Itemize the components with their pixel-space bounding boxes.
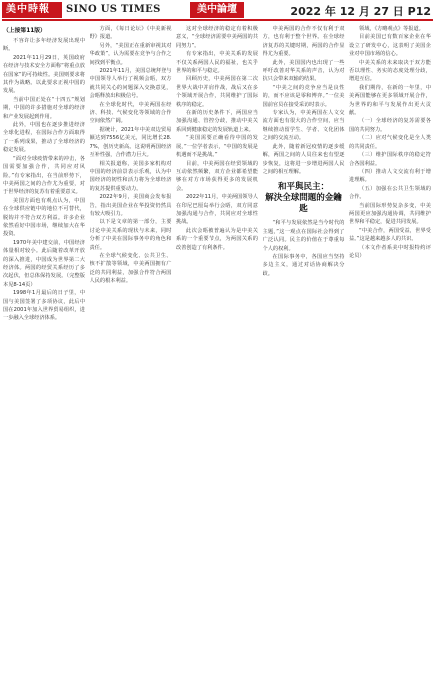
- paragraph: 另外，“美国正在重新审视其对华政策”，认为需要在竞争与合作之间找到平衡点。: [89, 42, 172, 66]
- column-5: [349, 25, 431, 697]
- paragraph: “中美合作，两国受益，世界受益。”这是越来越多人的共识。: [349, 227, 431, 243]
- column-3: [176, 25, 258, 697]
- paragraph: 1998年1月最后的日子里，中国与美国签署了多项协议，此后中国在2001年加入世界贸易组织，进一步融入全球经济体系。: [3, 290, 85, 322]
- paragraph: 中美关系的未来取决于双方能否以理性、务实的态度处理分歧，增进互信。: [349, 59, 431, 83]
- paragraph: 当前国际形势复杂多变，中美两国更应加强沟通协调，共同维护世界和平稳定，促进共同发展。: [349, 202, 431, 226]
- column-1: [3, 25, 85, 697]
- paragraph: 方面，《每日论坛》《中美新视野》报道。: [89, 26, 172, 41]
- paragraph: 回顾历史，中美两国在第二次世界大战中并肩作战，战后又在多个领域开展合作，共同维护了国际秩序的稳定。: [176, 76, 258, 108]
- inset-headline: [263, 182, 345, 215]
- paragraph: 这对全球经济的稳定有着积极意义，“全球经济需要中美两国的共同努力”。: [176, 26, 258, 49]
- paragraph: 此外，随着新冠疫情的逐步缓解，两国之间的人员往来也有望逐步恢复，这将进一步增进两国人民之间的相互理解。: [262, 143, 345, 175]
- paragraph: “和平与发展依然是当今时代的主题，”这一观点在国际社会得到了广泛认同。民主的价值在于尊重每个人的权利。: [262, 220, 345, 252]
- paragraph: 有专家指出，中美关系的发展不仅关系两国人民的福祉，也关乎世界的和平与稳定。: [176, 51, 258, 75]
- paragraph: （二）应对气候变化是全人类的共同责任。: [349, 135, 431, 150]
- paragraph: 以下是文章的第一部分，主要讨论中美关系的现状与未来，同时分析了中美在国际事务中的角色和责任。: [89, 219, 172, 251]
- column-3-text: [176, 25, 258, 252]
- paragraph: 2021年11月29日，英国政府在经济与技术安全方面称“将重点放在国家”的可持续性。美国则要求将其作为战略。以此要求正视中国的发展。: [3, 54, 85, 95]
- paragraph: 2022年9月，美国商会发布报告，指出美国企业在华投资仍然具有较大吸引力。: [89, 194, 172, 217]
- paragraph: 领域，《方略观点》等报道。: [359, 26, 424, 32]
- paragraph: 目前，中美两国在经贸领域的互动依然频繁，双方企业都希望能够在对方市场获得更多的发展机会。: [176, 160, 258, 192]
- paragraph: 在全球化时代，中美两国在经济、科技、气候变化等领域的合作空间依然广阔。: [89, 101, 172, 125]
- paragraph: 1970年美中建交前，中国经济体量相对较小。此后随着改革开放的深入推进，中国成为世界第二大经济体。两国的经贸关系经历了多次起伏，但总体保持发展。（完整版本见8-14页）: [3, 239, 85, 288]
- paragraph: 据统计，2021年中美双边贸易额达到7556亿美元，同比增长28.7%，创历史新高。这说明两国经济互补性强，合作潜力巨大。: [89, 126, 172, 159]
- article-body: [3, 25, 432, 697]
- column-2: [90, 25, 172, 697]
- paragraph: 不容许让多年经济发展出现中断。: [3, 38, 85, 53]
- paragraph: “中美之间的竞争应当是良性的，而不应该是零和博弈。”一位美国前官员在接受采访时表示。: [262, 84, 345, 108]
- paragraph: 中美两国的合作不仅有利于双方，也有利于整个世界。在全球经济复苏的关键时期，两国的合作显得尤为重要。: [262, 26, 345, 58]
- paragraph: 目前美国已有数百家企业在华设立了研发中心，这表明了美国企业对中国市场的信心。: [349, 34, 431, 58]
- paragraph: 我们期待，在新的一年里，中美两国能够在更多领域开展合作，为世界的和平与发展作出更大贡献。: [349, 84, 431, 117]
- paragraph: “美国需要正确看待中国的发展，”一位学者表示，“中国的发展是机遇而不是挑战。”: [176, 135, 258, 159]
- column-4-text-after: [263, 219, 345, 278]
- paragraph: 在新的历史条件下，两国应当加强沟通、管控分歧，推动中美关系回到健康稳定的发展轨道上来。: [176, 110, 258, 133]
- column-4: [263, 25, 345, 697]
- header-rule: [2, 19, 433, 21]
- paragraph: （本文作者系美中时报特约评论员）: [349, 244, 431, 259]
- paragraph: 2022年11月，中美两国领导人在印尼巴厘岛举行会晤，双方同意加强沟通与合作，共同应对全球性挑战。: [176, 194, 258, 226]
- paragraph: （三）维护国际秩序的稳定符合各国利益。: [349, 152, 431, 167]
- paragraph: （一）全球经济的复苏需要各国的共同努力。: [349, 118, 431, 133]
- paragraph: 相关报道称，美国多家机构对中国的经济前景表示乐观，认为中国经济的韧性和活力将为全球经济的复苏提供重要动力。: [89, 160, 172, 192]
- paragraph: 2021年11月，美国总统拜登与中国领导人举行了视频会晤，双方就共同关心的问题深入交换意见，会晤释放出积极信号。: [89, 68, 172, 100]
- column-5-text: [349, 25, 431, 260]
- paragraph: 此外，中国也在逐步推进经济全球化进程，在国际合作方面取得了一系列成果，推动了全球经济的稳定发展。: [3, 122, 85, 154]
- paragraph: 此次会晤被普遍认为是中美关系的一个重要节点，为两国关系的改善创造了有利条件。: [176, 227, 258, 251]
- paragraph: （五）加强在公共卫生领域的合作。: [349, 185, 431, 201]
- paragraph: 美国方面也有观点认为，中国在全球供应链中的地位不可替代，脱钩并不符合双方利益。许多企业依然看好中国市场，继续加大在华投资。: [3, 197, 85, 238]
- masthead-logo: 美中時報: [2, 2, 62, 18]
- paragraph: 当前中国正处在“十四五”规划期，中国的许多措施对全球的经济和产业发展起到作用。: [3, 96, 85, 120]
- page-header: [0, 0, 435, 20]
- paragraph: （四）推动人文交流有利于增进理解。: [349, 168, 431, 184]
- continuation-note: （上接第11版）: [3, 28, 46, 34]
- inset-headline-line-2: 解決全球問題的金鑰匙: [265, 193, 342, 215]
- masthead-english: SINO US TIMES: [66, 4, 161, 15]
- column-1-text: [3, 37, 85, 323]
- paragraph: 此外，美国国内也出现了一些呼吁改善对华关系的声音，认为对抗只会带来双输的结果。: [262, 59, 345, 83]
- paragraph: 专家认为，中美两国在人文交流方面也有很大的合作空间，应当继续推动留学生、学者、文化团体之间的交流互动。: [262, 110, 345, 142]
- paragraph: 在国际事务中，各国应当坚持多边主义，通过对话协商解决分歧。: [262, 253, 345, 277]
- section-title: 美中論壇: [190, 2, 244, 18]
- issue-date-page: 2022 年 12 月 27 日 P12: [290, 5, 431, 18]
- paragraph: 在全球气候变化、公共卫生、核不扩散等领域，中美两国拥有广泛的共同利益，加强合作符合两国人民的根本利益。: [89, 252, 172, 285]
- column-2-text: [90, 25, 172, 286]
- paragraph: “面对全球疫情带来的冲击，各国需要加强合作，共同应对风险。”有专家指出，在当前形势下，中美两国之间的合作尤为重要，对于世界经济的复苏有着重要意义。: [3, 155, 85, 196]
- inset-headline-line-1: 和平與民主：: [277, 182, 329, 193]
- column-4-text: [263, 25, 345, 176]
